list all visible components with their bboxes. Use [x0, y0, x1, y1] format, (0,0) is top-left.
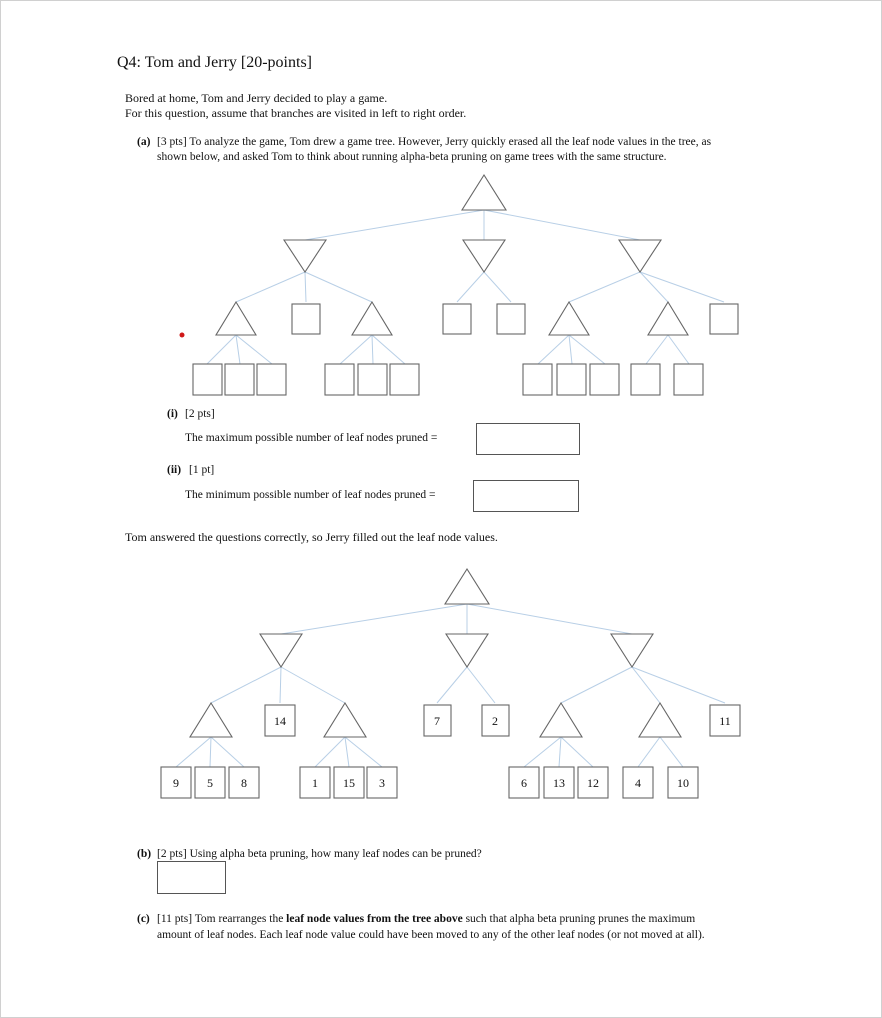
square-icon	[358, 364, 387, 395]
square-icon	[225, 364, 254, 395]
triangle-down-icon	[260, 634, 302, 667]
square-icon	[443, 304, 471, 334]
sub-i-question: The maximum possible number of leaf nodes pruned =	[185, 432, 438, 444]
transition-text: Tom answered the questions correctly, so Jerry filled out the leaf node values.	[125, 530, 498, 544]
part-b-text: [2 pts] Using alpha beta pruning, how many leaf nodes can be pruned?	[157, 848, 482, 860]
triangle-up-icon	[352, 302, 392, 335]
triangle-up-icon	[190, 703, 232, 737]
part-a-line-1: [3 pts] To analyze the game, Tom drew a game tree. However, Jerry quickly erased all the leaf node values in the tree, as	[157, 136, 712, 148]
leaf-value: 13	[553, 776, 565, 790]
intro-line-1: Bored at home, Tom and Jerry decided to play a game.	[125, 91, 388, 105]
pruned-count-answer-box[interactable]	[157, 861, 226, 894]
triangle-down-icon	[446, 634, 488, 667]
leaf-value: 8	[241, 776, 247, 790]
triangle-up-icon	[216, 302, 256, 335]
square-icon	[557, 364, 586, 395]
sub-i-label: (i)	[167, 408, 178, 420]
part-b-label: (b)	[137, 848, 152, 860]
leaf-value: 4	[635, 776, 641, 790]
square-icon	[325, 364, 354, 395]
leaf-value: 10	[677, 776, 689, 790]
leaf-value: 7	[434, 714, 440, 728]
triangle-up-icon	[549, 302, 589, 335]
intro-line-2: For this question, assume that branches are visited in left to right order.	[125, 106, 467, 120]
leaf-value: 15	[343, 776, 355, 790]
leaf-value: 12	[587, 776, 599, 790]
sub-i-points: [2 pts]	[185, 408, 215, 420]
square-icon	[523, 364, 552, 395]
red-dot-mark	[180, 333, 185, 338]
part-c-line-1	[157, 913, 695, 925]
leaf-value: 11	[719, 714, 731, 728]
square-icon	[631, 364, 660, 395]
triangle-down-icon	[619, 240, 661, 272]
triangle-down-icon	[284, 240, 326, 272]
triangle-up-icon	[445, 569, 489, 604]
part-c-line-1-pre: [11 pts] Tom rearranges the	[157, 913, 287, 925]
square-icon	[497, 304, 525, 334]
min-pruned-answer-box[interactable]	[473, 480, 579, 512]
leaf-value: 6	[521, 776, 527, 790]
part-a-label: (a)	[137, 136, 151, 148]
leaf-value: 1	[312, 776, 318, 790]
part-c-line-1-post: such that alpha beta pruning prunes the maximum	[462, 913, 696, 925]
leaf-value: 14	[274, 714, 286, 728]
triangle-up-icon	[324, 703, 366, 737]
triangle-up-icon	[648, 302, 688, 335]
sub-ii-question: The minimum possible number of leaf nodes pruned =	[185, 489, 436, 501]
triangle-up-icon	[540, 703, 582, 737]
part-c-line-2: amount of leaf nodes. Each leaf node value could have been moved to any of the other leaf nodes (or not moved at all).	[157, 929, 705, 941]
sub-ii-label: (ii)	[167, 464, 182, 476]
triangle-up-icon	[639, 703, 681, 737]
square-icon	[710, 304, 738, 334]
tree-1-blank	[180, 175, 739, 395]
square-icon	[390, 364, 419, 395]
leaf-value: 3	[379, 776, 385, 790]
triangle-up-icon	[462, 175, 506, 210]
leaf-value: 2	[492, 714, 498, 728]
question-title: Q4: Tom and Jerry [20-points]	[117, 54, 312, 71]
sub-ii-points: [1 pt]	[189, 464, 215, 476]
part-a-line-2: shown below, and asked Tom to think about running alpha-beta pruning on game trees with the same structure.	[157, 151, 667, 163]
part-c-line-1-bold: leaf node values from the tree above	[286, 913, 463, 925]
square-icon	[674, 364, 703, 395]
leaf-value: 9	[173, 776, 179, 790]
square-icon	[292, 304, 320, 334]
square-icon	[193, 364, 222, 395]
square-icon	[257, 364, 286, 395]
leaf-value: 5	[207, 776, 213, 790]
triangle-down-icon	[611, 634, 653, 667]
tree-2-filled	[161, 569, 740, 798]
part-c-label: (c)	[137, 913, 150, 925]
square-icon	[590, 364, 619, 395]
triangle-down-icon	[463, 240, 505, 272]
max-pruned-answer-box[interactable]	[476, 423, 580, 455]
